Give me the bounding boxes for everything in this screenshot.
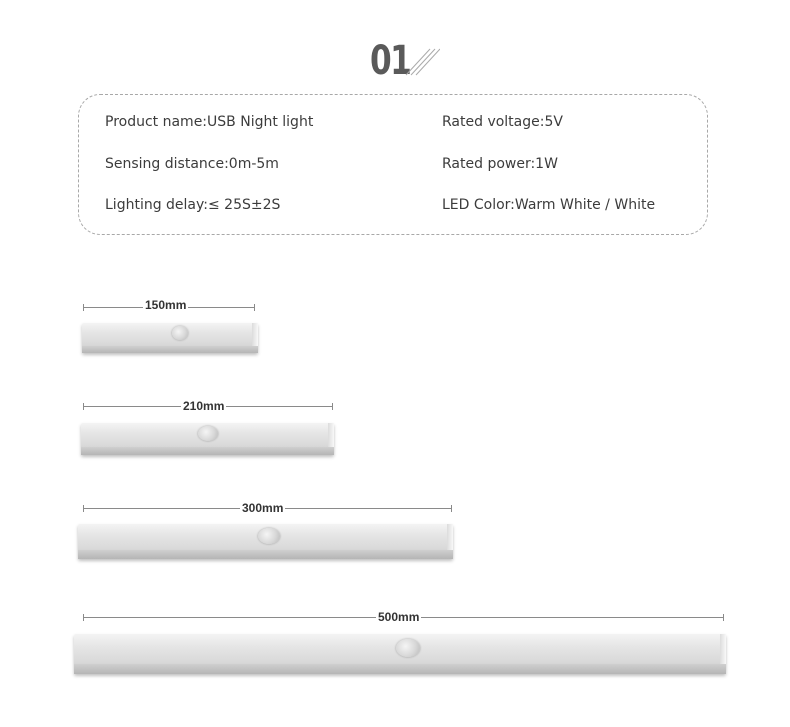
dimension-label: 210mm [183, 399, 225, 413]
pir-sensor-icon [258, 528, 280, 544]
dimension-label: 300mm [242, 501, 284, 515]
pir-sensor-icon [172, 326, 188, 340]
section-number: 01 [370, 38, 411, 84]
dimension-tick [332, 403, 333, 410]
dimension-tick [83, 614, 84, 621]
dimension-tick [83, 505, 84, 512]
dimension-label: 150mm [145, 298, 187, 312]
spec-sensing-distance: Sensing distance:0m-5m [105, 156, 279, 172]
spec-rated-power: Rated power:1W [442, 156, 558, 172]
dimension-tick [254, 304, 255, 311]
dimension-tick [723, 614, 724, 621]
spec-rated-voltage: Rated voltage:5V [442, 114, 563, 130]
bar-end-cap [720, 634, 726, 674]
spec-product-name: Product name:USB Night light [105, 114, 314, 130]
dimension-tick [83, 304, 84, 311]
spec-lighting-delay: Lighting delay:≤ 25S±2S [105, 197, 281, 213]
dimension-tick [83, 403, 84, 410]
bar-end-cap [328, 423, 334, 455]
title-stripes-decoration [400, 45, 440, 77]
dimension-tick [451, 505, 452, 512]
spec-led-color: LED Color:Warm White / White [442, 197, 656, 213]
bar-end-cap [252, 323, 258, 353]
pir-sensor-icon [396, 639, 420, 657]
pir-sensor-icon [198, 426, 218, 441]
bar-end-cap [447, 524, 453, 559]
light-bar-150 [82, 323, 258, 353]
dimension-label: 500mm [378, 610, 420, 624]
